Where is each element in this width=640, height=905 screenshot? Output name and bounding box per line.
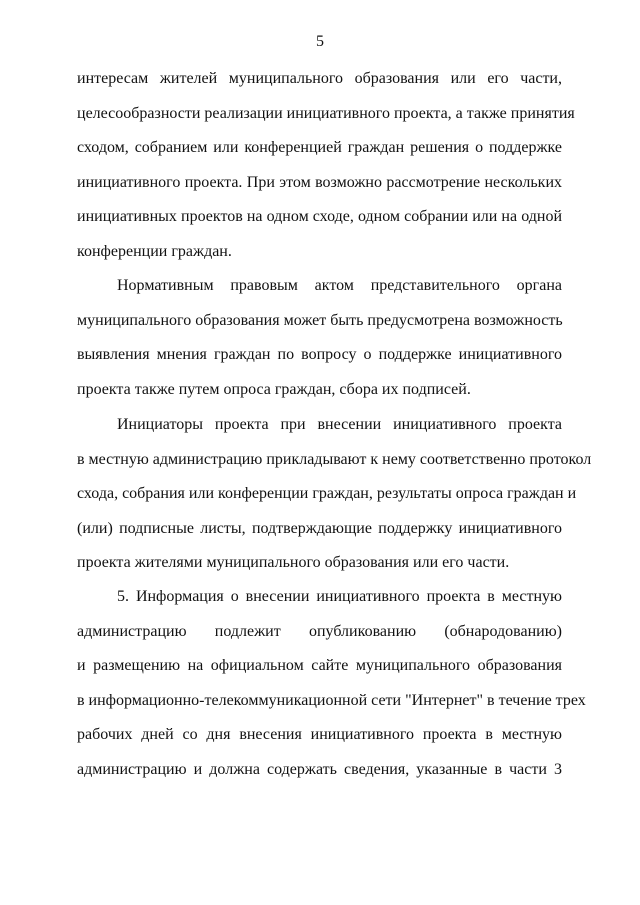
paragraph-line: администрацию и должна содержать сведения, указанные в части 3: [77, 760, 562, 778]
paragraph-4: [77, 580, 586, 788]
paragraph-2: [77, 269, 562, 407]
paragraph-line: в информационно-телекоммуникационной сети "Интернет" в течение трех: [77, 691, 586, 709]
paragraph-line: 5. Информация о внесении инициативного проекта в местную: [117, 588, 562, 605]
paragraph-line: рабочих дней со дня внесения инициативного проекта в местную: [77, 726, 562, 744]
paragraph-line: Инициаторы проекта при внесении инициативного проекта: [117, 416, 562, 433]
paragraph-3: [77, 408, 592, 581]
paragraph-line: инициативных проектов на одном сходе, одном собрании или на одной: [77, 208, 562, 226]
paragraph-line: интересам жителей муниципального образования или его части,: [77, 70, 562, 87]
paragraph-line: схода, собрания или конференции граждан, результаты опроса граждан и: [77, 485, 577, 503]
paragraph-line: проекта также путем опроса граждан, сбора их подписей.: [77, 380, 471, 398]
paragraph-line: инициативного проекта. При этом возможно рассмотрение нескольких: [77, 173, 562, 191]
paragraph-1: [77, 62, 575, 270]
paragraph-line: конференции граждан.: [77, 242, 232, 260]
page-number: 5: [316, 33, 324, 50]
paragraph-line: в местную администрацию прикладывают к нему соответственно протокол: [77, 450, 592, 468]
paragraph-line: сходом, собранием или конференцией граждан решения о поддержке: [77, 139, 562, 157]
paragraph-line: выявления мнения граждан по вопросу о поддержке инициативного: [77, 346, 562, 364]
paragraph-line: (или) подписные листы, подтверждающие поддержку инициативного: [77, 519, 562, 537]
paragraph-line: Нормативным правовым актом представительного органа: [117, 277, 562, 294]
paragraph-line: целесообразности реализации инициативного проекта, а также принятия: [77, 104, 575, 122]
paragraph-line: муниципального образования может быть предусмотрена возможность: [77, 311, 563, 329]
paragraph-line: проекта жителями муниципального образования или его части.: [77, 554, 510, 572]
paragraph-line: администрацию подлежит опубликованию (обнародованию): [77, 622, 562, 640]
paragraph-line: и размещению на официальном сайте муниципального образования: [77, 657, 562, 675]
